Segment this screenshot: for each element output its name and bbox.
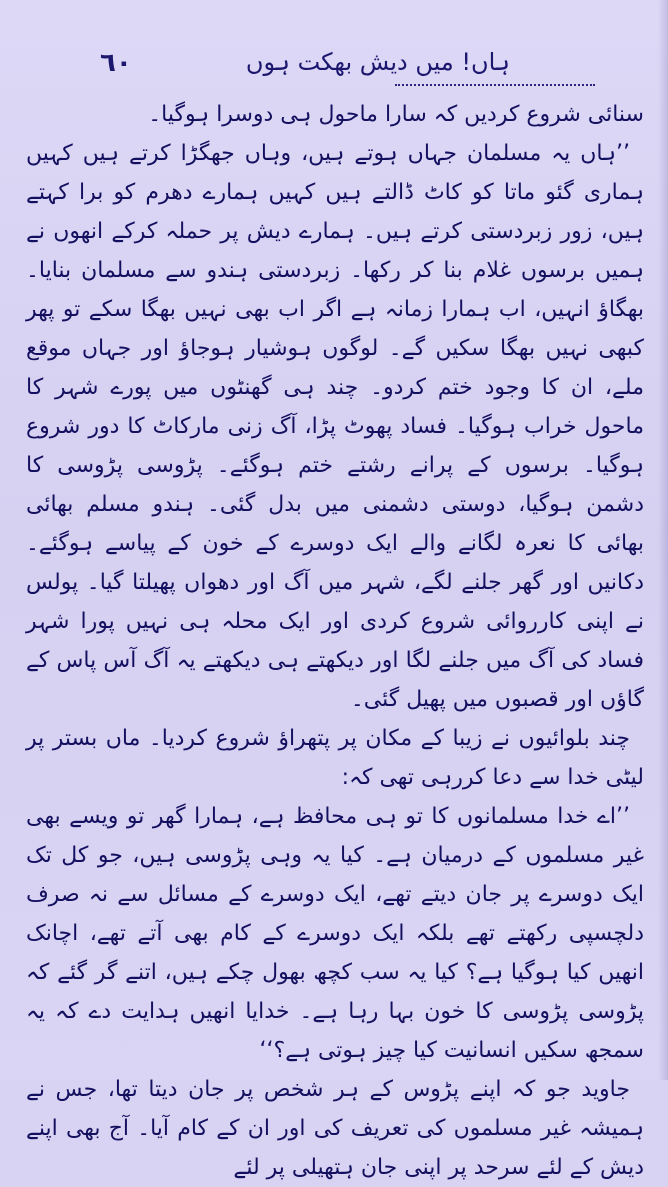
paragraph-3: چند بلوائیوں نے زیبا کے مکان پر پتھراؤ شروع کردیا۔ ماں بستر پر لیٹی خدا سے دعا کررہی تھی کہ:	[26, 726, 644, 790]
page-header	[40, 48, 640, 88]
page-edge-shadow	[658, 0, 668, 1080]
paragraph-5: جاوید جو کہ اپنے پڑوس کے ہر شخص پر جان دیتا تھا، جس نے ہمیشہ غیر مسلموں کی تعریف کی اور ان کے کام آیا۔ آج بھی اپنے دیش کے لئے سرحد پر اپنی جان ہتھیلی پر لئے	[26, 1077, 644, 1180]
paragraph-2: ’’ہاں یہ مسلمان جہاں ہوتے ہیں، وہاں جھگڑا کرتے ہیں کہیں ہماری گئو ماتا کو کاٹ ڈالتے ہیں کہیں ہمارے دھرم کو برا کہتے ہیں، زور زبردستی کرتے ہیں۔ ہمارے دیش پر حملہ کرکے انھوں نے ہمیں برسوں غلام بنا کر رکھا۔ زبردستی ہندو سے مسلمان بنایا۔ بھگاؤ انہیں، اب ہمارا زمانہ ہے اگر اب بھی نہیں بھگا سکے تو پھر کبھی نہیں بھگا سکیں گے۔ لوگوں ہوشیار ہوجاؤ اور جہاں موقع ملے، ان کا وجود ختم کردو۔ چند ہی گھنٹوں میں پورے شہر کا ماحول خراب ہوگیا۔ فساد پھوٹ پڑا، آگ زنی مارکاٹ کا دور شروع ہوگیا۔ برسوں کے پرانے رشتے ختم ہوگئے۔ پڑوسی پڑوسی کا دشمن ہوگیا، دوستی دشمنی میں بدل گئی۔ ہندو مسلم بھائی بھائی کا نعرہ لگانے والے ایک دوسرے کے خون کے پیاسے ہوگئے۔ دکانیں اور گھر جلنے لگے، شہر میں آگ اور دھواں پھیلتا گیا۔ پولس نے اپنی کارروائی شروع کردی اور ایک محلہ ہی نہیں پورا شہر فساد کی آگ میں جلنے لگا اور دیکھتے ہی دیکھتے یہ آگ آس پاس کے گاؤں اور قصبوں میں پھیل گئی۔	[26, 141, 644, 712]
paragraph-1: سنائی شروع کردیں کہ سارا ماحول ہی دوسرا ہوگیا۔	[148, 102, 644, 127]
header-divider	[395, 84, 595, 86]
paragraph-4: ’’اے خدا مسلمانوں کا تو ہی محافظ ہے، ہمارا گھر تو ویسے بھی غیر مسلموں کے درمیان ہے۔ کیا یہ وہی پڑوسی ہیں، جو کل تک ایک دوسرے پر جان دیتے تھے، ایک دوسرے کے مسائل سے نہ صرف دلچسپی رکھتے تھے بلکہ ایک دوسرے کے کام بھی آتے تھے، اچانک انھیں کیا ہوگیا ہے؟ کیا یہ سب کچھ بھول چکے ہیں، اتنے گر گئے کہ پڑوسی پڑوسی کا خون بہا رہا ہے۔ خدایا انھیں ہدایت دے کہ یہ سمجھ سکیں انسانیت کیا چیز ہوتی ہے؟‘‘	[26, 804, 644, 1063]
body-text	[26, 95, 644, 1187]
page-number: ٦٠	[100, 48, 132, 78]
running-title: ہاں! میں دیش بھکت ہوں	[245, 48, 510, 76]
